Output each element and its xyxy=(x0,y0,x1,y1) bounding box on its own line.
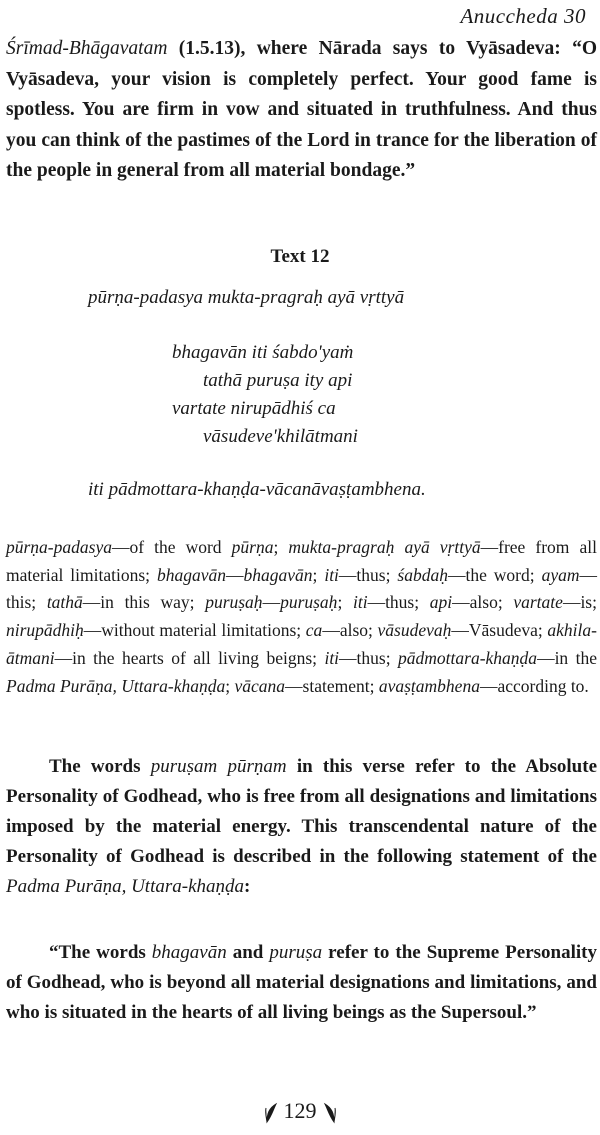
synonym-term: pādmottara-khaṇḍa xyxy=(398,647,538,668)
synonym-meaning: ; xyxy=(337,592,353,613)
synonym-term: vāsudevaḥ xyxy=(377,620,452,641)
synonym-meaning: —Vāsudeva; xyxy=(451,620,548,641)
synonym-term: bhagavān xyxy=(243,564,313,585)
synonym-term: ayam xyxy=(541,564,580,585)
verse-line: vartate nirupādhiś ca xyxy=(172,398,336,419)
page-number: 129 xyxy=(283,1098,317,1123)
synonym-term: pūrṇa xyxy=(231,537,274,557)
purport-text: in this verse refer to the Absolute Personality of Godhead, who is free from all designations and limitations imposed by the material energy. This transcendental nature of the Personality of Godhead is described in the following statement of the xyxy=(6,756,598,867)
synonym-term: Padma Purāṇa, Uttara-khaṇḍa xyxy=(6,675,226,696)
synonym-term: ca xyxy=(305,620,323,641)
quote-text: refer to the Supreme Personality of Godhead, who is beyond all material designations and limitations, and who is situated in the hearts of all living beings as the Supersoul.” xyxy=(6,942,597,1023)
quote-term: bhagavān xyxy=(151,942,227,963)
running-head: Anuccheda 30 xyxy=(460,4,586,28)
synonym-meaning: —free from all material limitations; xyxy=(6,537,597,585)
synonym-term: śabdaḥ xyxy=(397,564,448,585)
synonym-term: akhila-ātmani xyxy=(6,620,597,668)
synonym-term: pūrṇa-padasya xyxy=(6,537,112,557)
scripture-title: Śrīmad-Bhāgavatam xyxy=(6,38,168,59)
synonym-meaning: —thus; xyxy=(367,592,430,613)
leaf-ornament-left-icon xyxy=(264,1102,278,1124)
synonym-term: iti xyxy=(352,592,368,613)
synonym-term: api xyxy=(429,592,453,613)
synonym-term: mukta-pragraḥ ayā vṛttyā xyxy=(288,537,481,557)
text-heading: Text 12 xyxy=(270,246,330,267)
synonym-term: puruṣaḥ xyxy=(205,592,263,613)
purport-paragraph xyxy=(6,752,597,902)
leaf-ornament-right-icon xyxy=(323,1102,337,1124)
verse-line: bhagavān iti śabdo'yaṁ xyxy=(172,342,354,363)
synonym-meaning: —without material limitations; xyxy=(83,620,306,641)
synonym-meaning: —also; xyxy=(322,620,378,641)
synonym-meaning: —this; xyxy=(6,564,597,613)
verse-line: pūrṇa-padasya mukta-pragraḥ ayā vṛttyā xyxy=(88,287,405,308)
synonym-meaning: ; xyxy=(225,675,235,696)
synonym-term: bhagavān xyxy=(156,564,226,585)
synonym-meaning: —the word; xyxy=(447,564,542,585)
quote-term: puruṣa xyxy=(269,942,323,963)
quote-text: “The words xyxy=(49,942,152,963)
synonym-term: puruṣaḥ xyxy=(280,592,338,613)
intro-paragraph xyxy=(6,34,597,187)
synonym-term: nirupādhiḥ xyxy=(6,620,84,641)
synonym-term: tathā xyxy=(46,592,83,613)
synonym-meaning: —thus; xyxy=(339,647,399,668)
synonym-term: iti xyxy=(324,647,340,668)
intro-text: (1.5.13), where Nārada says to Vyāsadeva: “O Vyāsadeva, your vision is completely perfect. Your good fame is spotless. You are firm in vow and situated in truthfulness. And thus you can think of the pastimes of the Lord in trance for the liberation of the people in general from all material bondage.” xyxy=(6,38,597,181)
verse-line: iti pādmottara-khaṇḍa-vācanāvaṣṭambhena. xyxy=(88,479,426,500)
synonym-term: avaṣṭambhena xyxy=(378,675,480,696)
synonym-meaning: ; xyxy=(273,537,289,557)
purport-text: : xyxy=(244,876,251,897)
synonym-meaning: —is; xyxy=(562,592,597,613)
verse-line: tathā puruṣa ity api xyxy=(203,370,353,391)
synonym-term: vācana xyxy=(234,675,286,696)
scripture-title: Padma Purāṇa, Uttara-khaṇḍa xyxy=(6,876,245,897)
synonym-meaning: —in the xyxy=(537,647,597,668)
quote-text: and xyxy=(226,942,270,963)
synonym-meaning: —also; xyxy=(452,592,514,613)
verse-line: vāsudeve'khilātmani xyxy=(203,426,358,447)
synonym-meaning: —in the hearts of all living beigns; xyxy=(54,647,325,668)
synonym-meaning: — xyxy=(262,592,281,613)
quote-paragraph xyxy=(6,938,597,1028)
purport-term: puruṣam pūrṇam xyxy=(150,756,287,777)
synonym-meaning: —according to. xyxy=(479,675,589,696)
synonyms-paragraph xyxy=(6,534,597,700)
synonym-meaning: —thus; xyxy=(338,564,398,585)
purport-text: The words xyxy=(49,756,151,777)
synonym-term: vartate xyxy=(513,592,563,613)
synonym-meaning: — xyxy=(225,564,244,585)
synonym-meaning: —statement; xyxy=(285,675,379,696)
page-footer xyxy=(0,1098,600,1124)
synonym-term: iti xyxy=(324,564,339,585)
synonym-meaning: —in this way; xyxy=(82,592,206,613)
synonym-meaning: ; xyxy=(312,564,325,585)
synonym-meaning: —of the word xyxy=(111,537,232,557)
